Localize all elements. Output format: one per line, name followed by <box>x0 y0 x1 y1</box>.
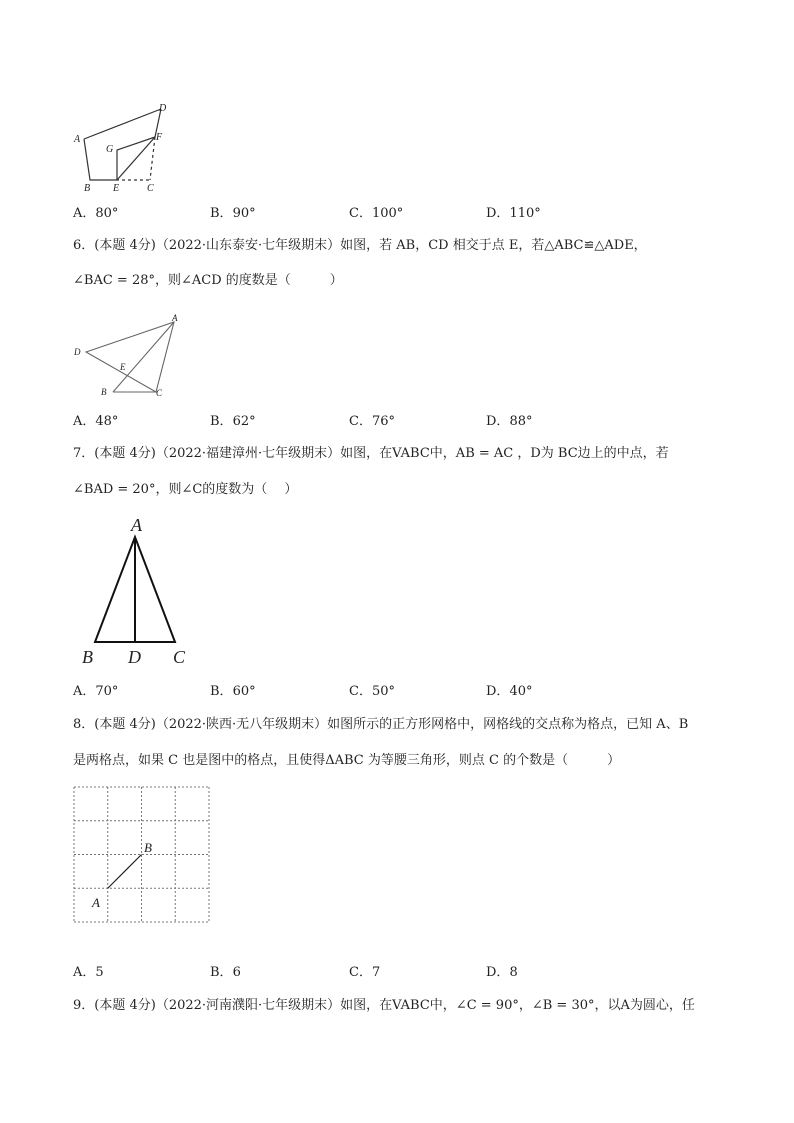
q5-option-b[interactable]: B．90° <box>210 206 256 221</box>
q8-label-b: B <box>144 840 152 855</box>
q5-option-d[interactable]: D．110° <box>486 206 541 221</box>
q8-option-a[interactable]: A．5 <box>73 965 104 980</box>
q8-label-a: A <box>92 895 100 910</box>
q7-option-d[interactable]: D．40° <box>486 684 533 699</box>
q6-stem-line-2: ∠BAC = 28°，则∠ACD 的度数是（ ） <box>73 273 343 288</box>
q5-option-c[interactable]: C．100° <box>349 206 404 221</box>
q9-stem-line-1: 9．(本题 4分)（2022·河南濮阳·七年级期末）如图，在VABC中，∠C = 90°，∠B = 30°，以A为圆心，任 <box>73 998 695 1013</box>
q5-label-a: A <box>74 134 81 145</box>
q7-figure <box>75 512 195 670</box>
q6-stem-line-1: 6．(本题 4分)（2022·山东泰安·七年级期末）如图，若 AB，CD 相交于点 E，若△ABC≌△ADE， <box>73 238 647 253</box>
q7-stem-line-2: ∠BAD = 20°，则∠C的度数为（ ） <box>73 482 298 497</box>
q5-label-b: B <box>84 183 91 194</box>
q8-stem-line-1: 8．(本题 4分)（2022·陕西·无八年级期末）如图所示的正方形网格中，网格线的交点称为格点，已知 A、B <box>73 717 689 732</box>
q8-option-d[interactable]: D．8 <box>486 965 518 980</box>
q8-figure <box>70 783 215 928</box>
q6-label-e: E <box>120 362 126 372</box>
q5-label-g: G <box>106 144 114 155</box>
q7-label-a: A <box>131 515 142 535</box>
q6-label-a: A <box>172 313 178 323</box>
q7-label-c: C <box>173 647 186 667</box>
q6-option-d[interactable]: D．88° <box>486 414 533 429</box>
q7-option-a[interactable]: A．70° <box>73 684 119 699</box>
q7-label-b: B <box>82 647 93 667</box>
q5-figure <box>70 100 180 195</box>
q5-option-a[interactable]: A．80° <box>73 206 119 221</box>
q7-option-c[interactable]: C．50° <box>349 684 395 699</box>
q8-option-c[interactable]: C．7 <box>349 965 381 980</box>
q6-label-d: D <box>74 347 81 357</box>
q8-stem-line-2: 是两格点，如果 C 也是图中的格点，且使得ΔABC 为等腰三角形，则点 C 的个数是（ ） <box>73 753 621 768</box>
q6-option-a[interactable]: A．48° <box>73 414 119 429</box>
q7-label-d: D <box>128 647 141 667</box>
q6-option-b[interactable]: B．62° <box>210 414 256 429</box>
q6-label-b: B <box>101 387 107 397</box>
q7-option-b[interactable]: B．60° <box>210 684 256 699</box>
q5-label-c: C <box>147 183 154 194</box>
q7-stem-line-1: 7．(本题 4分)（2022·福建漳州·七年级期末）如图，在VABC中，AB = AC ，D为 BC边上的中点，若 <box>73 446 669 461</box>
q5-label-e: E <box>113 183 120 194</box>
q8-option-b[interactable]: B．6 <box>210 965 241 980</box>
q5-label-d: D <box>159 103 167 114</box>
q5-label-f: F <box>156 132 163 143</box>
q6-label-c: C <box>156 388 163 398</box>
q6-figure <box>70 312 185 402</box>
q6-option-c[interactable]: C．76° <box>349 414 395 429</box>
